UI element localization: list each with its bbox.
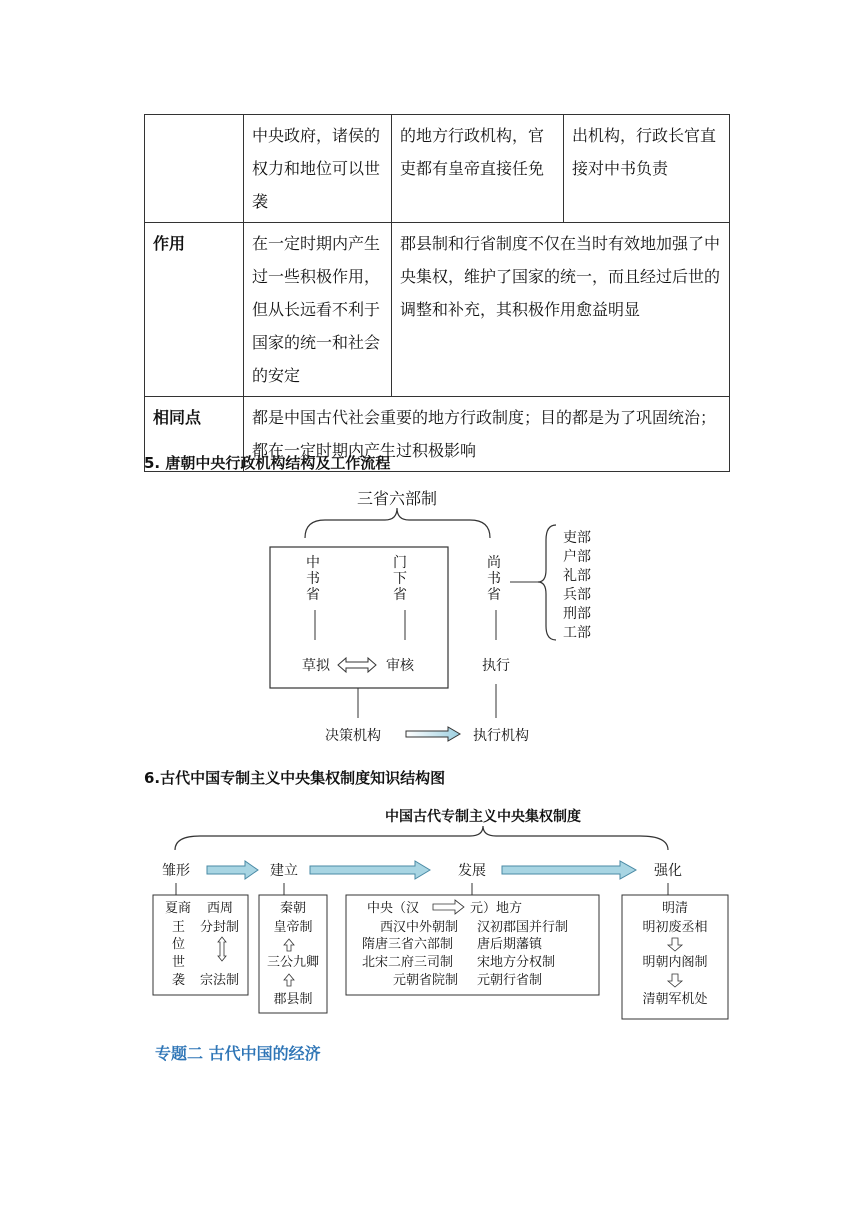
stage1-text: 位 (172, 937, 186, 952)
table-cell: 都是中国古代社会重要的地方行政制度；目的都是为了巩固统治；都在一定时期内产生过积极影响 (244, 397, 730, 472)
stage-label: 强化 (654, 863, 682, 879)
ministry-label: 吏部 (563, 530, 591, 546)
stage4-text: 清朝军机处 (642, 992, 708, 1007)
diagram-top-label: 中国古代专制主义中央集权制度 (385, 809, 581, 825)
stage-label: 建立 (270, 863, 298, 879)
svg-text:书: 书 (306, 571, 320, 587)
down-arrow-icon (668, 974, 682, 987)
execute-label: 执行 (482, 658, 510, 674)
ministry-label: 刑部 (563, 606, 591, 622)
table-cell: 在一定时期内产生过一些积极作用，但从长远看不利于国家的统一和社会的安定 (244, 223, 392, 397)
brace-shape (175, 826, 668, 850)
stage1-text: 夏商 (165, 901, 192, 916)
svg-text:省: 省 (306, 587, 320, 603)
stage3-text: 宋地方分权制 (477, 955, 556, 970)
right-arrow-icon (433, 900, 464, 914)
diagram-top-label: 三省六部制 (356, 489, 438, 508)
stage1-text: 王 (172, 920, 186, 935)
stage2-text: 皇帝制 (273, 920, 313, 935)
table-cell: 出机构，行政长官直接对中书负责 (564, 115, 730, 223)
up-arrow-icon (284, 939, 294, 951)
right-arrow-icon (310, 861, 430, 879)
stage1-text: 世 (172, 955, 186, 970)
exec-org-label: 执行机构 (473, 728, 529, 744)
ministry-label: 礼部 (563, 568, 591, 584)
stage2-text: 郡县制 (273, 992, 313, 1007)
row-label: 相同点 (145, 397, 244, 472)
stage3-text: 元）地方 (470, 901, 523, 916)
ministry-label: 工部 (563, 625, 591, 641)
stage2-text: 三公九卿 (266, 955, 320, 970)
table-cell: 郡县制和行省制度不仅在当时有效地加强了中央集权，维护了国家的统一，而且经过后世的调整和补充，其积极作用愈益明显 (392, 223, 730, 397)
review-label: 审核 (386, 658, 414, 674)
draft-label: 草拟 (302, 658, 330, 674)
section-title: 6.古代中国专制主义中央集权制度知识结构图 (144, 769, 446, 787)
stage3-text: 北宋二府三司制 (362, 955, 454, 970)
stage3-text: 元朝行省制 (477, 973, 543, 988)
decision-org-label: 决策机构 (325, 728, 381, 744)
svg-text:省: 省 (487, 587, 501, 603)
down-arrow-icon (668, 938, 682, 951)
table-cell: 中央政府，诸侯的权力和地位可以世袭 (244, 115, 392, 223)
stage3-text: 隋唐三省六部制 (362, 937, 454, 952)
stage-label: 发展 (458, 863, 486, 879)
stage3-text: 元朝省院制 (393, 973, 459, 988)
stage4-text: 明朝内阁制 (642, 955, 708, 970)
svg-text:书: 书 (487, 571, 501, 587)
right-arrow-icon (207, 861, 258, 879)
row-label: 作用 (145, 223, 244, 397)
svg-text:尚: 尚 (487, 555, 501, 571)
table-cell: 的地方行政机构，官吏都有皇帝直接任免 (392, 115, 564, 223)
stage1-text: 宗法制 (200, 973, 240, 988)
topic-heading: 专题二 古代中国的经济 (155, 1044, 321, 1063)
svg-text:中: 中 (306, 555, 320, 571)
stage4-text: 明初废丞相 (642, 920, 708, 935)
up-arrow-icon (284, 974, 294, 986)
stage1-text: 袭 (172, 973, 186, 988)
stage1-text: 分封制 (200, 920, 240, 935)
ministry-label: 户部 (563, 549, 591, 565)
stage-label: 雏形 (162, 863, 190, 879)
stage3-text: 唐后期藩镇 (477, 937, 543, 952)
stage3-text: 中央（汉 (367, 901, 420, 916)
stage3-text: 汉初郡国并行制 (477, 920, 569, 935)
section-title: 5. 唐朝中央行政机构结构及工作流程 (144, 454, 391, 472)
stage2-text: 秦朝 (279, 901, 307, 916)
svg-text:下: 下 (393, 571, 407, 587)
up-down-arrow-icon (218, 937, 226, 961)
ministry-label: 兵部 (563, 587, 591, 603)
stage3-text: 西汉中外朝制 (380, 920, 459, 935)
svg-text:省: 省 (393, 587, 407, 603)
right-arrow-icon (502, 861, 636, 879)
svg-text:门: 门 (393, 555, 407, 571)
stage4-text: 明清 (661, 901, 689, 916)
stage1-text: 西周 (207, 901, 234, 916)
